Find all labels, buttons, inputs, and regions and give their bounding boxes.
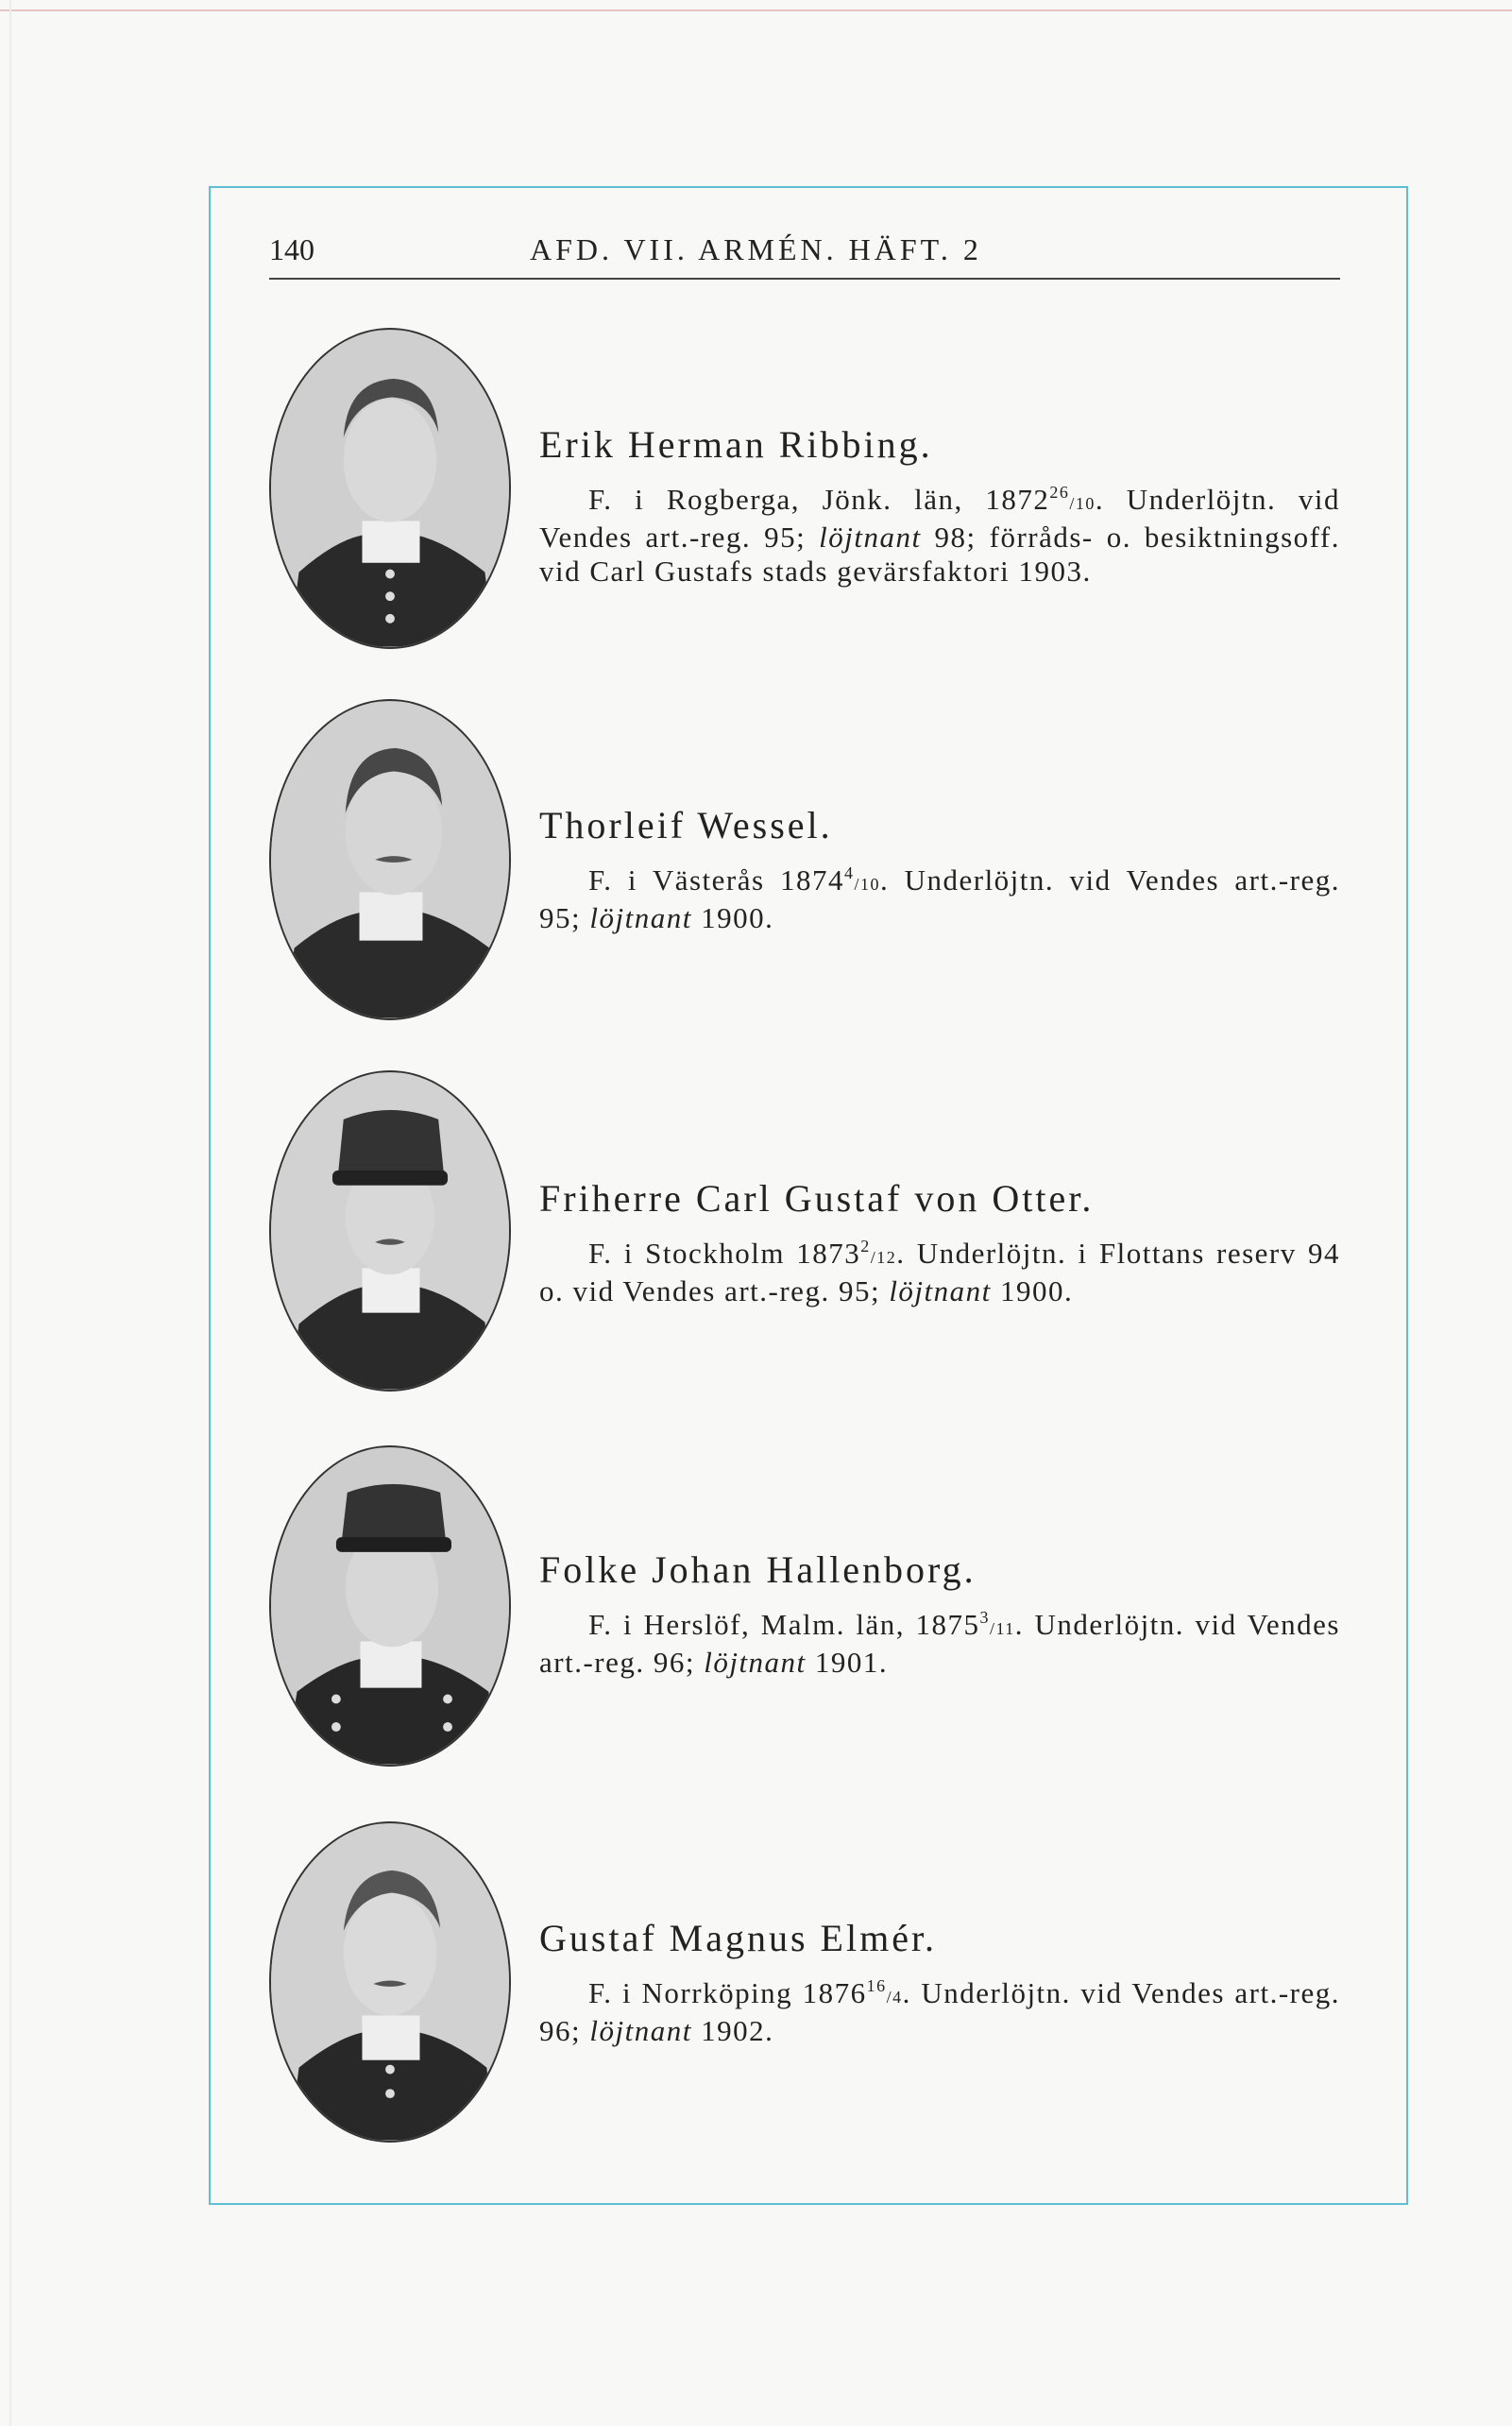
officer-entry bbox=[269, 1070, 1340, 1410]
page-edge-left bbox=[9, 0, 11, 2426]
officer-entry bbox=[269, 328, 1340, 668]
bio-rank: löjtnant bbox=[704, 1646, 807, 1679]
date-day: 3 bbox=[979, 1608, 990, 1627]
bio-rank: löjtnant bbox=[819, 521, 922, 554]
date-day: 16 bbox=[866, 1976, 887, 1995]
date-day: 4 bbox=[843, 863, 855, 882]
portrait-drawing bbox=[271, 1447, 509, 1765]
date-month: /4 bbox=[886, 1988, 903, 2007]
bio-text: 98; förråds- o. besiktningsoff. vid Carl Gustafs stads gevärsfaktori 1903. bbox=[539, 521, 1340, 588]
page-edge bbox=[0, 9, 1512, 11]
bio-rank: löjtnant bbox=[589, 901, 692, 934]
officer-bio bbox=[539, 1969, 1340, 2048]
date-day: 26 bbox=[1049, 483, 1070, 502]
officer-name: Gustaf Magnus Elmér. bbox=[539, 1917, 938, 1959]
portrait-drawing bbox=[271, 1823, 509, 2141]
bio-text: 1900. bbox=[691, 901, 774, 934]
bio-text: F. i Västerås 1874 bbox=[588, 863, 844, 897]
portrait-drawing bbox=[271, 330, 509, 647]
bio-rank: löjtnant bbox=[589, 2014, 692, 2047]
bio-text: . Underlöjtn. vid Vendes art.-reg. 96; bbox=[539, 1976, 1340, 2047]
page-number: 140 bbox=[269, 232, 314, 266]
officer-entry bbox=[269, 1821, 1340, 2161]
bio-text: 1900. bbox=[991, 1274, 1074, 1307]
running-title: AFD. VII. ARMÉN. HÄFT. 2 bbox=[530, 232, 982, 266]
date-month: /12 bbox=[870, 1248, 897, 1267]
officer-portrait bbox=[269, 699, 511, 1020]
bio-text: . Underlöjtn. i Flottans reserv 94 o. vid Vendes art.-reg. 95; bbox=[539, 1237, 1340, 1307]
officer-bio bbox=[539, 1229, 1340, 1308]
officer-bio bbox=[539, 856, 1340, 935]
date-day: 2 bbox=[860, 1237, 871, 1256]
bio-text: 1902. bbox=[691, 2014, 774, 2047]
officer-entry bbox=[269, 699, 1340, 1039]
date-month: /11 bbox=[989, 1619, 1015, 1638]
bio-text: 1901. bbox=[806, 1646, 889, 1679]
bio-text: F. i Rogberga, Jönk. län, 1872 bbox=[588, 483, 1050, 516]
portrait-drawing bbox=[271, 701, 509, 1018]
officer-name: Folke Johan Hallenborg. bbox=[539, 1548, 977, 1591]
officer-bio bbox=[539, 1600, 1340, 1680]
officer-name: Thorleif Wessel. bbox=[539, 804, 833, 846]
officer-portrait bbox=[269, 1070, 511, 1392]
date-month: /10 bbox=[1069, 494, 1096, 513]
running-header bbox=[269, 232, 1340, 280]
officer-entry bbox=[269, 1445, 1340, 1785]
bio-text: . Underlöjtn. vid Vendes art.-reg. 95; bbox=[539, 863, 1341, 934]
bio-text: . Underlöjtn. vid Vendes art.-reg. 95; bbox=[539, 483, 1341, 554]
bio-text: F. i Stockholm 1873 bbox=[588, 1237, 861, 1270]
bio-rank: löjtnant bbox=[889, 1274, 992, 1307]
officer-bio bbox=[539, 475, 1340, 589]
officer-name: Erik Herman Ribbing. bbox=[539, 423, 933, 466]
officer-portrait bbox=[269, 1821, 511, 2143]
bio-text: F. i Norrköping 1876 bbox=[588, 1976, 867, 2009]
bio-text: F. i Herslöf, Malm. län, 1875 bbox=[588, 1608, 980, 1641]
portrait-drawing bbox=[271, 1072, 509, 1390]
bio-text: . Underlöjtn. vid Vendes art.-reg. 96; bbox=[539, 1608, 1340, 1679]
officer-name: Friherre Carl Gustaf von Otter. bbox=[539, 1177, 1095, 1220]
date-month: /10 bbox=[854, 875, 880, 894]
officer-portrait bbox=[269, 1445, 511, 1767]
officer-portrait bbox=[269, 328, 511, 649]
